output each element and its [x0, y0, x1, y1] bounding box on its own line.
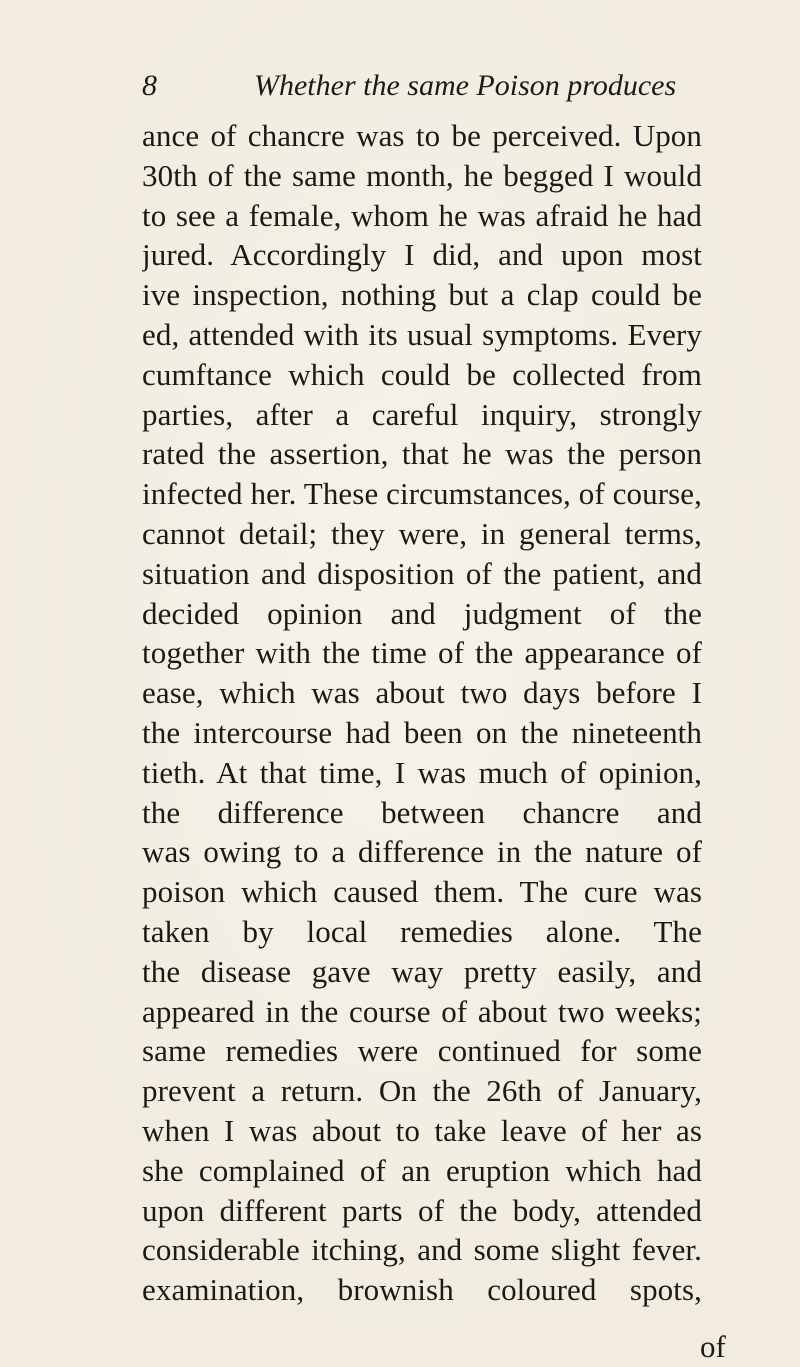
text-line: together with the time of the appearance of	[142, 635, 702, 671]
text-line: ed, attended with its usual symptoms. Every	[142, 316, 702, 352]
page-header	[142, 66, 682, 106]
text-line: appeared in the course of about two weeks;	[142, 993, 702, 1029]
text-line: the difference between chancre and	[142, 794, 702, 830]
text-line: decided opinion and judgment of the	[142, 595, 702, 631]
text-line: the disease gave way pretty easily, and	[142, 953, 702, 989]
text-line: prevent a return. On the 26th of January,	[142, 1073, 702, 1109]
text-line: cumftance which could be collected from	[142, 356, 702, 392]
text-line: when I was about to take leave of her as	[142, 1112, 702, 1148]
text-line: rated the assertion, that he was the person	[142, 436, 702, 472]
text-line: the intercourse had been on the nineteenth	[142, 714, 702, 750]
text-line: to see a female, whom he was afraid he had	[142, 197, 702, 233]
text-line: 30th of the same month, he begged I would	[142, 157, 702, 193]
text-line: she complained of an eruption which had	[142, 1152, 702, 1188]
text-line: parties, after a careful inquiry, strongly	[142, 396, 702, 432]
text-line: same remedies were continued for some	[142, 1033, 702, 1069]
text-line: was owing to a difference in the nature of	[142, 834, 702, 870]
running-title: Whether the same Poison produces	[254, 69, 677, 102]
text-line: considerable itching, and some slight fever.	[142, 1232, 702, 1268]
text-line: cannot detail; they were, in general terms,	[142, 515, 702, 551]
text-line: upon different parts of the body, attended	[142, 1192, 702, 1228]
text-line: taken by local remedies alone. The	[142, 913, 702, 949]
body-text	[142, 116, 702, 1310]
text-line: tieth. At that time, I was much of opinion,	[142, 754, 702, 790]
text-line: situation and disposition of the patient, and	[142, 555, 702, 591]
text-line: ease, which was about two days before I	[142, 675, 702, 711]
text-line: poison which caused them. The cure was	[142, 874, 702, 910]
text-line: examination, brownish coloured spots,	[142, 1272, 702, 1308]
text-line: ance of chancre was to be perceived. Upon	[142, 118, 702, 153]
text-line: jured. Accordingly I did, and upon most	[142, 237, 702, 273]
catchword: of	[700, 1329, 726, 1364]
text-line: ive inspection, nothing but a clap could be	[142, 277, 702, 313]
text-line: infected her. These circumstances, of course,	[142, 476, 702, 512]
page-number: 8	[142, 69, 157, 102]
